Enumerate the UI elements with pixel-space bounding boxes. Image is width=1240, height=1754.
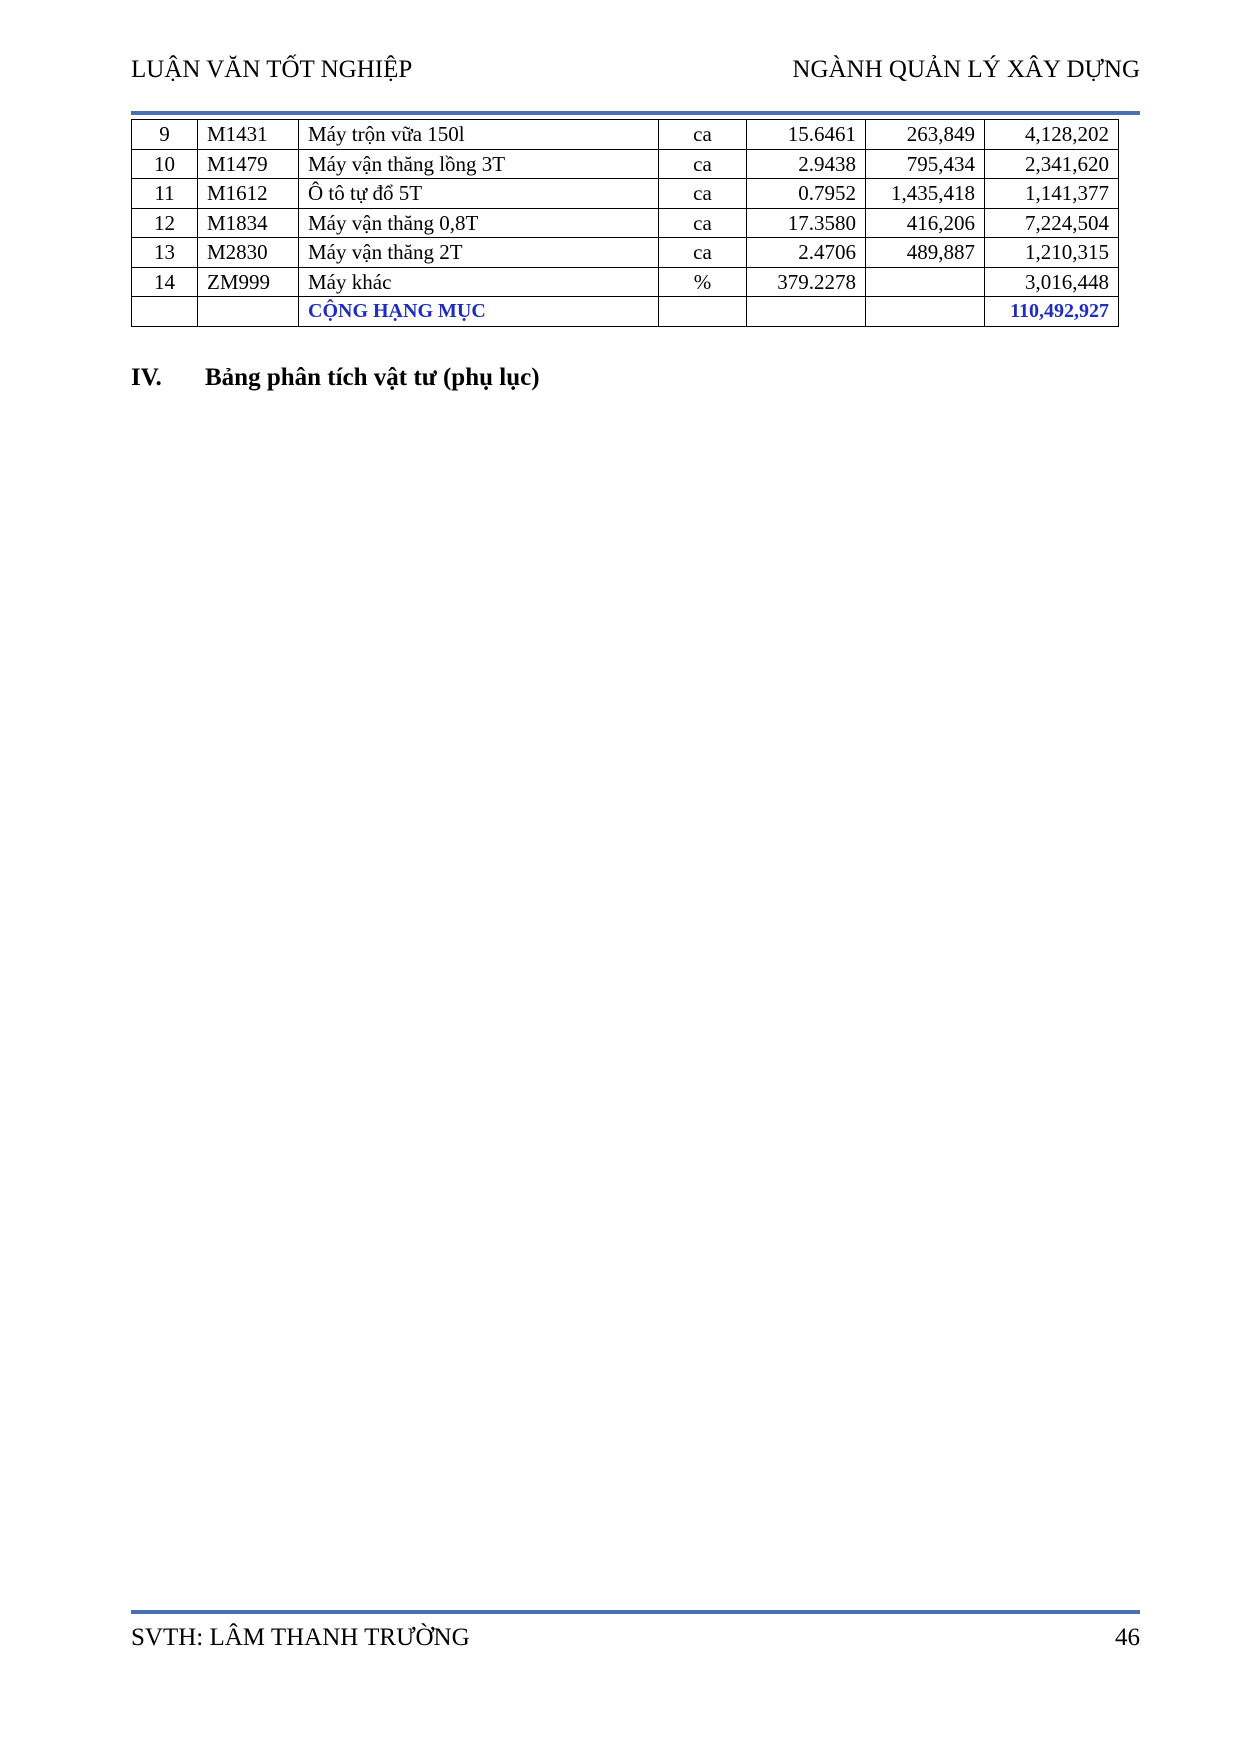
- cell-code: M1834: [198, 208, 299, 238]
- table-row: [132, 238, 1119, 268]
- page-header: [131, 56, 1140, 96]
- cell-name: Máy vận thăng lồng 3T: [299, 149, 659, 179]
- cell-code: M1612: [198, 179, 299, 209]
- section-heading: [131, 364, 540, 392]
- cell-quantity: 0.7952: [747, 179, 866, 209]
- cell-code: [198, 297, 299, 327]
- cell-name: Máy vận thăng 2T: [299, 238, 659, 268]
- cell-stt: 14: [132, 267, 198, 297]
- cell-unit-price: 263,849: [866, 120, 985, 150]
- table-row: [132, 208, 1119, 238]
- cell-quantity: 15.6461: [747, 120, 866, 150]
- cell-quantity: 17.3580: [747, 208, 866, 238]
- header-major: NGÀNH QUẢN LÝ XÂY DỰNG: [792, 56, 1140, 83]
- header-thesis-title: LUẬN VĂN TỐT NGHIỆP: [131, 56, 413, 83]
- cell-name: Máy trộn vữa 150l: [299, 120, 659, 150]
- cell-unit: ca: [659, 149, 747, 179]
- table-row: [132, 149, 1119, 179]
- cell-name: Máy vận thăng 0,8T: [299, 208, 659, 238]
- cell-amount: 7,224,504: [985, 208, 1119, 238]
- cell-unit: ca: [659, 120, 747, 150]
- cell-unit: ca: [659, 179, 747, 209]
- cell-quantity: [747, 297, 866, 327]
- footer-student: SVTH: LÂM THANH TRƯỜNG: [131, 1624, 470, 1651]
- cell-amount: 2,341,620: [985, 149, 1119, 179]
- cell-amount: 1,210,315: [985, 238, 1119, 268]
- section-title: Bảng phân tích vật tư (phụ lục): [205, 364, 540, 391]
- table-total-row: [132, 297, 1119, 327]
- footer-divider: [131, 1610, 1140, 1614]
- cell-unit: ca: [659, 238, 747, 268]
- cell-code: M1431: [198, 120, 299, 150]
- cell-unit-price: [866, 297, 985, 327]
- cell-unit-price: [866, 267, 985, 297]
- table-row: [132, 120, 1119, 150]
- table-row: [132, 267, 1119, 297]
- page-number: 46: [1115, 1624, 1140, 1651]
- cell-code: ZM999: [198, 267, 299, 297]
- table-body: [132, 120, 1119, 327]
- total-amount: 110,492,927: [985, 297, 1119, 327]
- cell-quantity: 379.2278: [747, 267, 866, 297]
- cell-unit: %: [659, 267, 747, 297]
- machine-cost-table: [131, 119, 1119, 327]
- table-row: [132, 179, 1119, 209]
- cell-code: M1479: [198, 149, 299, 179]
- cell-stt: 13: [132, 238, 198, 268]
- cell-stt: 10: [132, 149, 198, 179]
- cell-unit: [659, 297, 747, 327]
- header-divider: [131, 111, 1140, 115]
- cell-unit-price: 1,435,418: [866, 179, 985, 209]
- cell-code: M2830: [198, 238, 299, 268]
- cell-quantity: 2.4706: [747, 238, 866, 268]
- cell-stt: 9: [132, 120, 198, 150]
- cell-unit-price: 795,434: [866, 149, 985, 179]
- cell-name: Ô tô tự đổ 5T: [299, 179, 659, 209]
- cell-unit-price: 416,206: [866, 208, 985, 238]
- cell-stt: 11: [132, 179, 198, 209]
- cell-name: Máy khác: [299, 267, 659, 297]
- total-label: CỘNG HẠNG MỤC: [299, 297, 659, 327]
- section-number: IV.: [131, 364, 162, 391]
- cell-quantity: 2.9438: [747, 149, 866, 179]
- cell-amount: 1,141,377: [985, 179, 1119, 209]
- cell-unit: ca: [659, 208, 747, 238]
- cell-stt: 12: [132, 208, 198, 238]
- cell-unit-price: 489,887: [866, 238, 985, 268]
- cell-amount: 4,128,202: [985, 120, 1119, 150]
- cell-amount: 3,016,448: [985, 267, 1119, 297]
- cell-stt: [132, 297, 198, 327]
